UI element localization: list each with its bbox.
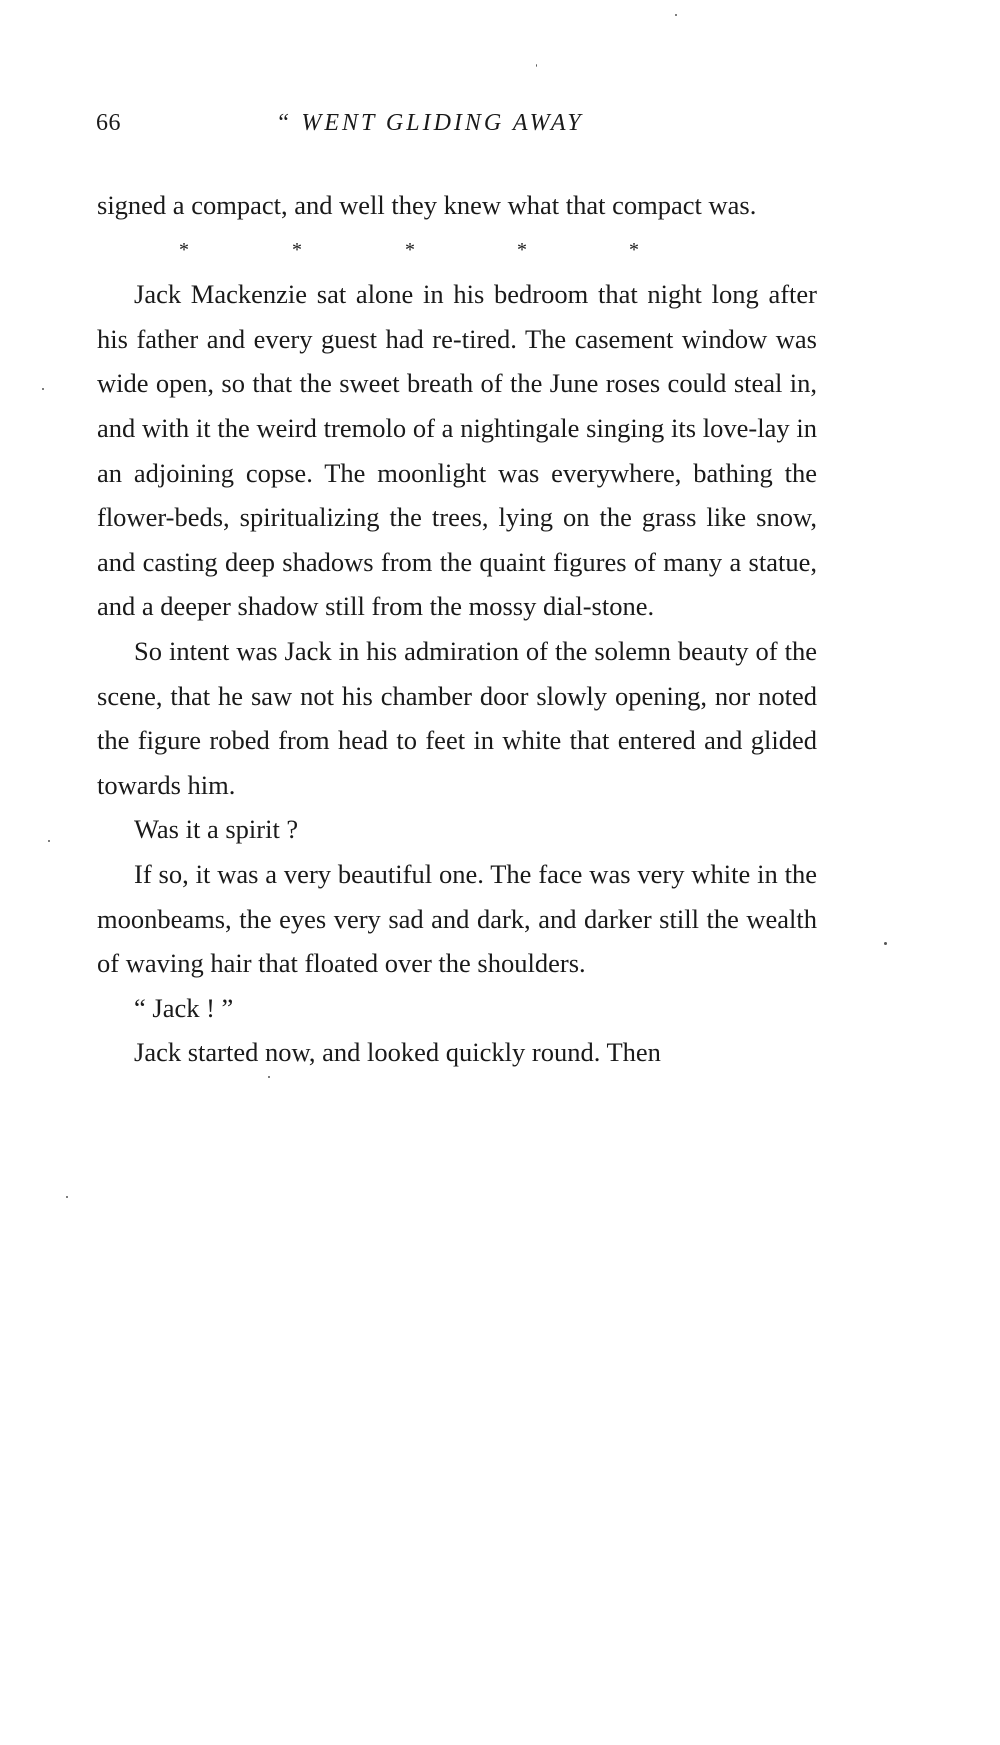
scan-speck (536, 64, 537, 67)
paragraph: Jack started now, and looked quickly round. Then (134, 1037, 661, 1068)
scan-speck (884, 942, 887, 945)
page-number: 66 (96, 110, 121, 136)
section-break-star: * (517, 238, 527, 261)
scan-speck (66, 1196, 68, 1198)
page-header (96, 110, 816, 150)
paragraph: Jack Mackenzie sat alone in his bedroom that night long after his father and every guest had re-tired. The casement window was wide open, so that the sweet breath of the June roses could steal in, and with it the weird tremolo of a nightingale singing its love-lay in an adjoining copse. The moonlight was everywhere, bathing the flower-beds, spiritualizing the trees, lying on the grass like snow, and casting deep shadows from the quaint figures of many a statue, and a deeper shadow still from the mossy dial-stone. (97, 279, 817, 622)
scan-speck (675, 14, 677, 16)
paragraph: So intent was Jack in his admiration of the solemn beauty of the scene, that he saw not his chamber door slowly opening, nor noted the figure robed from head to feet in white that entered and glided towards him. (97, 635, 817, 800)
body-text (97, 183, 817, 1075)
running-title: “ WENT GLIDING AWAY (276, 110, 584, 136)
paragraph: “ Jack ! ” (134, 992, 234, 1023)
paragraph-continuation: signed a compact, and well they knew what that compact was. (97, 190, 757, 220)
scan-speck (48, 840, 50, 842)
section-break-star: * (405, 238, 415, 261)
scan-speck (42, 388, 44, 390)
section-break-star: * (629, 238, 639, 261)
paragraph: If so, it was a very beautiful one. The face was very white in the moonbeams, the eyes very sad and dark, and darker still the wealth of waving hair that floated over the shoulders. (97, 858, 817, 979)
section-break (97, 228, 817, 273)
section-break-star: * (179, 238, 189, 261)
section-break-star: * (292, 238, 302, 261)
paragraph: Was it a spirit ? (134, 814, 299, 845)
scan-speck (268, 1076, 270, 1078)
